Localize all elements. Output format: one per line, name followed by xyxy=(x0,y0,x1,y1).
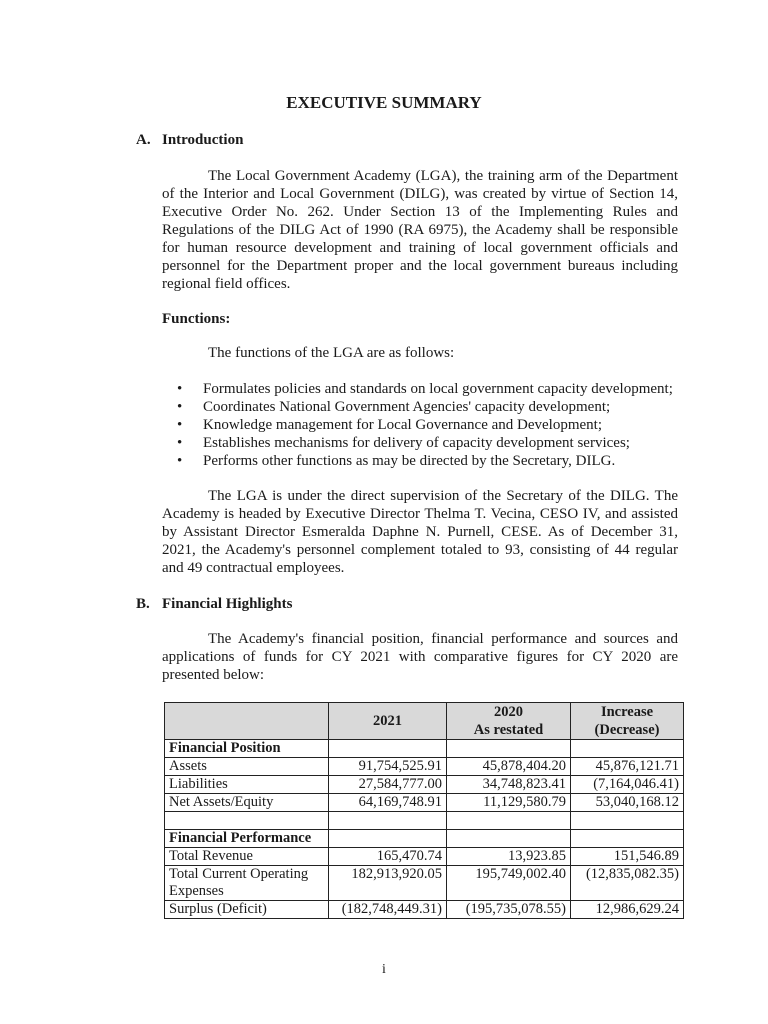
function-text: Coordinates National Government Agencies' capacity development; xyxy=(203,399,611,415)
table-row: Total Revenue 165,470.74 13,923.85 151,546.89 xyxy=(165,848,684,866)
function-text: Knowledge management for Local Governance and Development; xyxy=(203,417,603,433)
bullet-icon: • xyxy=(177,381,183,397)
function-text: Establishes mechanisms for delivery of capacity development services; xyxy=(203,435,630,451)
financial-intro-text: The Academy's financial position, financial performance and sources and applications of funds for CY 2021 with comparative figures for CY 2020 are presented below: xyxy=(162,631,678,683)
header-2020: 2020 As restated xyxy=(447,703,571,740)
function-text: Performs other functions as may be directed by the Secretary, DILG. xyxy=(203,453,616,469)
functions-list xyxy=(162,380,702,470)
section-a-letter: A. xyxy=(136,132,151,148)
financial-intro-paragraph xyxy=(162,630,678,684)
table-row: Net Assets/Equity 64,169,748.91 11,129,580.79 53,040,168.12 xyxy=(165,794,684,812)
intro-text: The Local Government Academy (LGA), the training arm of the Department of the Interior and Local Government (DILG), was created by virtue of Section 14, Executive Order No. 262. Under Section 13 of the Implementing Rules and Regulations of the DILG Act of 1990 (RA 6975), the Academy shall be responsible for human resource development and training of local government officials and personnel for the Department proper and the local government bureaus including regional field offices. xyxy=(162,168,678,292)
supervision-text: The LGA is under the direct supervision of the Secretary of the DILG. The Academy is headed by Executive Director Thelma T. Vecina, CESO IV, and assisted by Assistant Director Esmeralda Daphne N. Purnell, CESE. As of December 31, 2021, the Academy's personnel complement totaled to 93, consisting of 44 regular and 49 contractual employees. xyxy=(162,488,678,576)
bullet-icon: • xyxy=(177,435,183,451)
section-b-title: Financial Highlights xyxy=(162,596,293,612)
table-row: Surplus (Deficit) (182,748,449.31) (195,735,078.55) 12,986,629.24 xyxy=(165,901,684,919)
header-2021: 2021 xyxy=(329,703,447,740)
intro-paragraph xyxy=(162,167,678,293)
functions-intro: The functions of the LGA are as follows: xyxy=(208,345,455,361)
bullet-icon: • xyxy=(177,417,183,433)
financial-highlights-table xyxy=(164,702,684,919)
section-a-heading xyxy=(136,132,243,149)
section-a-title: Introduction xyxy=(162,132,244,148)
section-b-heading xyxy=(136,596,292,613)
page-title: EXECUTIVE SUMMARY xyxy=(286,93,482,112)
table-header-row xyxy=(165,703,684,740)
supervision-paragraph xyxy=(162,487,678,577)
list-item xyxy=(162,398,702,416)
list-item xyxy=(162,452,702,470)
table-spacer-row xyxy=(165,812,684,830)
financial-performance-heading: Financial Performance xyxy=(165,830,329,848)
functions-heading: Functions: xyxy=(162,311,231,327)
bullet-icon: • xyxy=(177,399,183,415)
list-item xyxy=(162,416,702,434)
list-item xyxy=(162,434,702,452)
header-blank-cell xyxy=(165,703,329,740)
header-change: Increase (Decrease) xyxy=(571,703,684,740)
list-item xyxy=(162,380,702,398)
financial-position-heading: Financial Position xyxy=(165,740,329,758)
table-row: Assets 91,754,525.91 45,878,404.20 45,876,121.71 xyxy=(165,758,684,776)
table-row: Total Current Operating Expenses 182,913,920.05 195,749,002.40 (12,835,082.35) xyxy=(165,866,684,901)
table-row xyxy=(165,830,684,848)
table-row: Liabilities 27,584,777.00 34,748,823.41 (7,164,046.41) xyxy=(165,776,684,794)
function-text: Formulates policies and standards on local government capacity development; xyxy=(203,381,673,397)
page-number: i xyxy=(382,962,386,977)
section-b-letter: B. xyxy=(136,596,150,612)
table-row xyxy=(165,740,684,758)
bullet-icon: • xyxy=(177,453,183,469)
